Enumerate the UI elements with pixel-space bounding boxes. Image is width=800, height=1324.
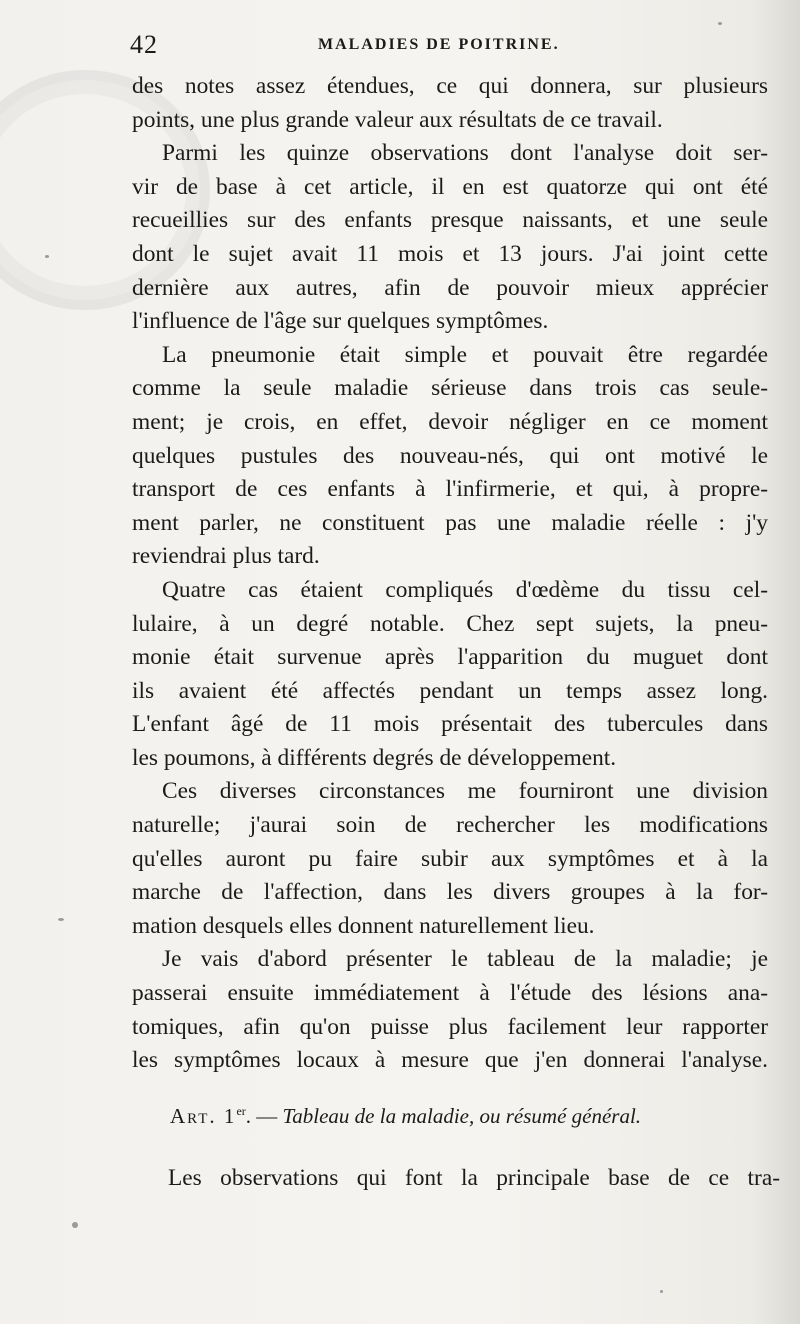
article-label: Art. 1 [170, 1104, 237, 1128]
print-speck [660, 1290, 663, 1293]
article-heading [170, 1104, 750, 1129]
article-title: Tableau de la maladie, ou résumé général. [282, 1104, 642, 1128]
text-line: passerai ensuite immédiatement à l'étude des lésions ana- [132, 980, 768, 1007]
text-line: Parmi les quinze observations dont l'analyse doit ser- [162, 140, 768, 167]
text-line: L'enfant âgé de 11 mois présentait des tubercules dans [132, 711, 768, 738]
text-line: reviendrai plus tard. [132, 543, 320, 570]
page-number: 42 [130, 30, 158, 59]
text-line: La pneumonie était simple et pouvait être regardée [162, 341, 768, 368]
running-title: MALADIES DE POITRINE. [318, 36, 560, 53]
text-line: Quatre cas étaient compliqués d'œdème du tissu cel- [162, 576, 768, 603]
text-line: l'influence de l'âge sur quelques symptômes. [132, 308, 549, 335]
text-line: les poumons, à différents degrés de développement. [132, 744, 617, 771]
text-line: lulaire, à un degré notable. Chez sept sujets, la pneu- [132, 610, 768, 637]
text-line: dernière aux autres, afin de pouvoir mieux apprécier [132, 274, 768, 301]
text-line: ils avaient été affectés pendant un temps assez long. [132, 677, 768, 704]
text-line: transport de ces enfants à l'infirmerie, et qui, à propre- [132, 476, 768, 503]
print-speck [72, 1222, 78, 1228]
text-line: marche de l'affection, dans les divers groupes à la for- [132, 879, 768, 906]
page-header [130, 30, 770, 58]
body-text [132, 70, 768, 1078]
text-line: quelques pustules des nouveau-nés, qui ont motivé le [132, 442, 768, 469]
text-line: vir de base à cet article, il en est quatorze qui ont été [132, 173, 768, 200]
text-line: ment parler, ne constituent pas une maladie réelle : j'y [132, 509, 768, 536]
text-line: recueillies sur des enfants presque naissants, et une seule [132, 207, 768, 234]
text-line: dont le sujet avait 11 mois et 13 jours. J'ai joint cette [132, 240, 768, 267]
text-line: les symptômes locaux à mesure que j'en donnerai l'analyse. [132, 1047, 768, 1074]
text-line: ment; je crois, en effet, devoir négliger en ce moment [132, 408, 768, 435]
text-line: des notes assez étendues, ce qui donnera, sur plusieurs [132, 73, 768, 99]
text-line: naturelle; j'aurai soin de rechercher les modifications [132, 812, 768, 839]
text-line: monie était survenue après l'apparition du muguet dont [132, 644, 768, 671]
article-superscript: er [236, 1104, 246, 1118]
print-speck [58, 918, 64, 921]
text-line: points, une plus grande valeur aux résultats de ce travail. [132, 106, 663, 133]
print-speck [718, 22, 722, 25]
text-line: Ces diverses circonstances me fourniront une division [162, 778, 768, 805]
closing-text-line: Les observations qui font la principale base de ce tra- [168, 1165, 780, 1191]
article-separator: . — [245, 1104, 283, 1128]
text-line: comme la seule maladie sérieuse dans trois cas seule- [132, 375, 768, 402]
text-line: Je vais d'abord présenter le tableau de la maladie; je [162, 946, 768, 973]
text-line: qu'elles auront pu faire subir aux symptômes et à la [132, 845, 768, 872]
print-speck [45, 255, 49, 258]
text-line: mation desquels elles donnent naturellement lieu. [132, 912, 595, 939]
text-line: tomiques, afin qu'on puisse plus facilement leur rapporter [132, 1013, 768, 1040]
